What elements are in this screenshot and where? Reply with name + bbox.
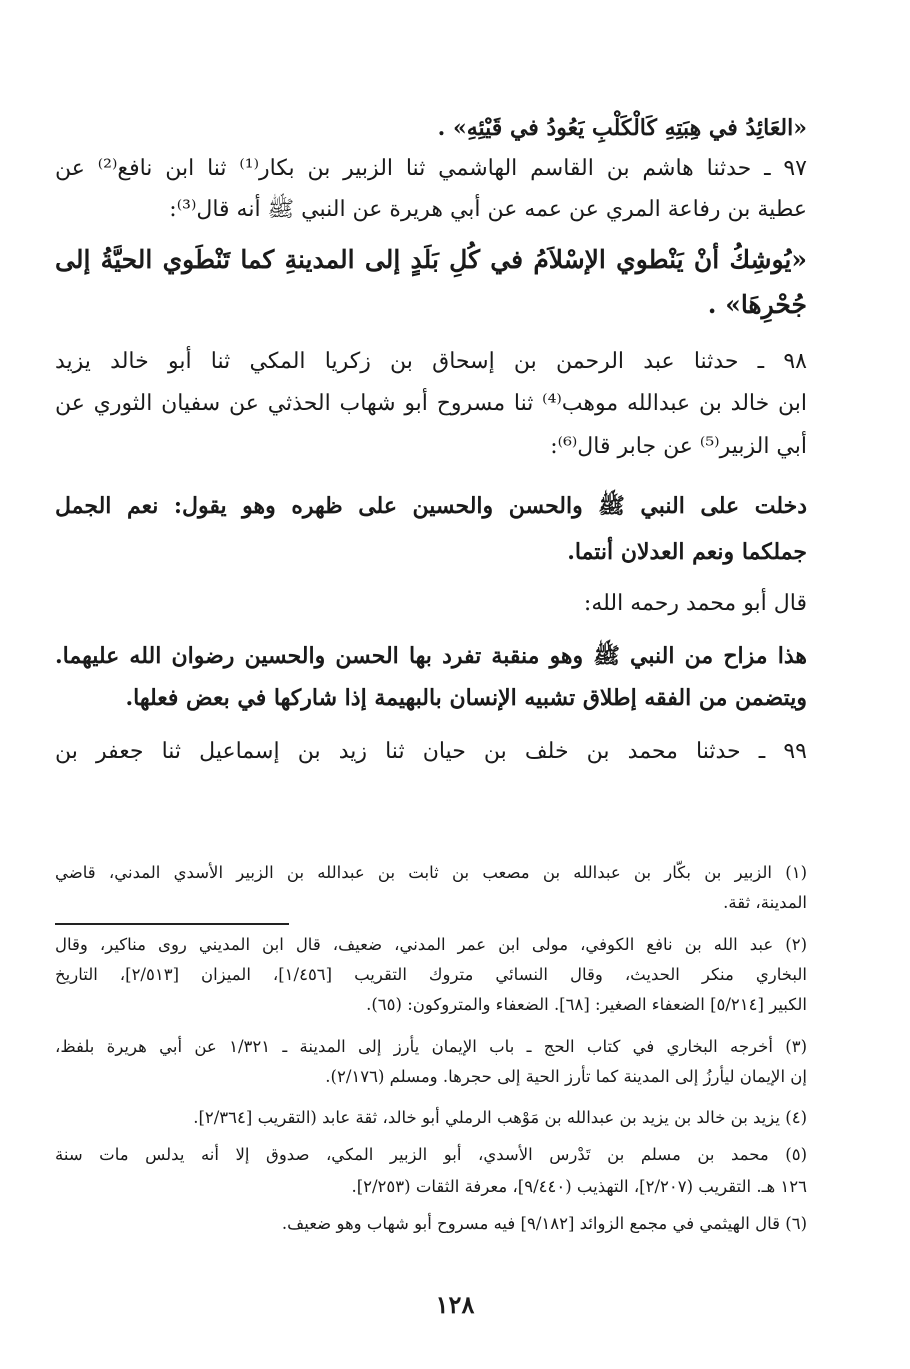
footnote-5-line1: (٥) محمد بن مسلم بن تَدْرس الأسدي، أبو الزبير المكي، صدوق إلا أنه يدلس مات سنة	[55, 1145, 807, 1164]
footnote-1-line1: (١) الزبير بن بكّار بن عبدالله بن مصعب بن ثابت بن عبدالله بن الزبير الأسدي المدني، قاضي	[55, 863, 807, 882]
footnote-2-line2: البخاري منكر الحديث، وقال النسائي متروك التقريب [١/٤٥٦]، الميزان [٢/٥١٣]، التاريخ	[55, 965, 807, 984]
hadith-99-isnad-line1: ٩٩ ـ حدثنا محمد بن خلف بن حيان ثنا زيد بن إسماعيل ثنا جعفر بن	[55, 739, 807, 764]
commentary-line1: هذا مزاح من النبي ﷺ وهو منقبة تفرد بها الحسن والحسين رضوان الله عليهما.	[55, 643, 807, 669]
hadith-text-96-end: «العَائِدُ في هِبَتِهِ كَالْكَلْبِ يَعُودُ في قَيْئِهِ» .	[437, 115, 807, 141]
hadith-98-isnad-line1: ٩٨ ـ حدثنا عبد الرحمن بن إسحاق بن زكريا المكي ثنا أبو خالد يزيد	[55, 349, 807, 374]
footnote-divider	[55, 923, 289, 925]
hadith-98-isnad-line3: أبي الزبير⁽⁵⁾ عن جابر قال⁽⁶⁾:	[550, 434, 807, 459]
commentary-line2: ويتضمن من الفقه إطلاق تشبيه الإنسان بالبهيمة إذا شاركها في بعض فعلها.	[125, 685, 807, 711]
footnote-6-line1: (٦) قال الهيثمي في مجمع الزوائد [٩/١٨٢] فيه مسروح أبو شهاب وهو ضعيف.	[281, 1214, 807, 1233]
hadith-97-matn-line2: جُحْرِهَا» .	[707, 290, 807, 319]
hadith-97-isnad-line2: عطية بن رفاعة المري عن عمه عن أبي هريرة عن النبي ﷺ أنه قال⁽³⁾:	[169, 197, 807, 222]
footnote-2-line3: الكبير [٥/٢١٤] الضعفاء الصغير: [٦٨]. الضعفاء والمتروكون: (٦٥).	[366, 995, 807, 1014]
hadith-98-matn-line1: دخلت على النبي ﷺ والحسن والحسين على ظهره وهو يقول: نعم الجمل	[55, 493, 807, 519]
hadith-97-matn-line1: «يُوشِكُ أنْ يَنْطوي الإسْلاَمُ في كُلِ بَلَدٍ إلى المدينةِ كما تَنْطَوي الحيَّةُ إلى	[55, 245, 807, 274]
hadith-97-isnad-line1: ٩٧ ـ حدثنا هاشم بن القاسم الهاشمي ثنا الزبير بن بكار⁽¹⁾ ثنا ابن نافع⁽²⁾ عن	[55, 156, 807, 181]
hadith-98-matn-line2: جملكما ونعم العدلان أنتما.	[567, 539, 807, 565]
page-number: ١٢٨	[435, 1290, 475, 1319]
commentary-heading: قال أبو محمد رحمه الله:	[583, 591, 807, 616]
footnote-1-line2: المدينة، ثقة.	[723, 893, 807, 912]
footnote-5-line2: ١٢٦ هـ. التقريب (٢/٢٠٧]، التهذيب (٩/٤٤٠]، معرفة الثقات (٢/٢٥٣].	[351, 1177, 807, 1196]
hadith-98-isnad-line2: ابن خالد بن عبدالله موهب⁽⁴⁾ ثنا مسروح أبو شهاب الحذثي عن سفيان الثوري عن	[55, 391, 807, 416]
footnote-2-line1: (٢) عبد الله بن نافع الكوفي، مولى ابن عمر المدني، ضعيف، قال ابن المديني روى مناكير، وقال	[55, 935, 807, 954]
footnote-4-line1: (٤) يزيد بن خالد بن يزيد بن عبدالله بن مَوْهب الرملي أبو خالد، ثقة عابد (التقريب [٢/٣٦٤].	[193, 1108, 807, 1127]
footnote-3-line1: (٣) أخرجه البخاري في كتاب الحج ـ باب الإيمان يأرز إلى المدينة ـ ١/٣٢١ عن أبي هريرة بلفظ،	[55, 1037, 807, 1056]
footnote-3-line2: إن الإيمان ليأرزُ إلى المدينة كما تأرز الحية إلى حجرها. ومسلم (٢/١٧٦).	[325, 1067, 807, 1086]
